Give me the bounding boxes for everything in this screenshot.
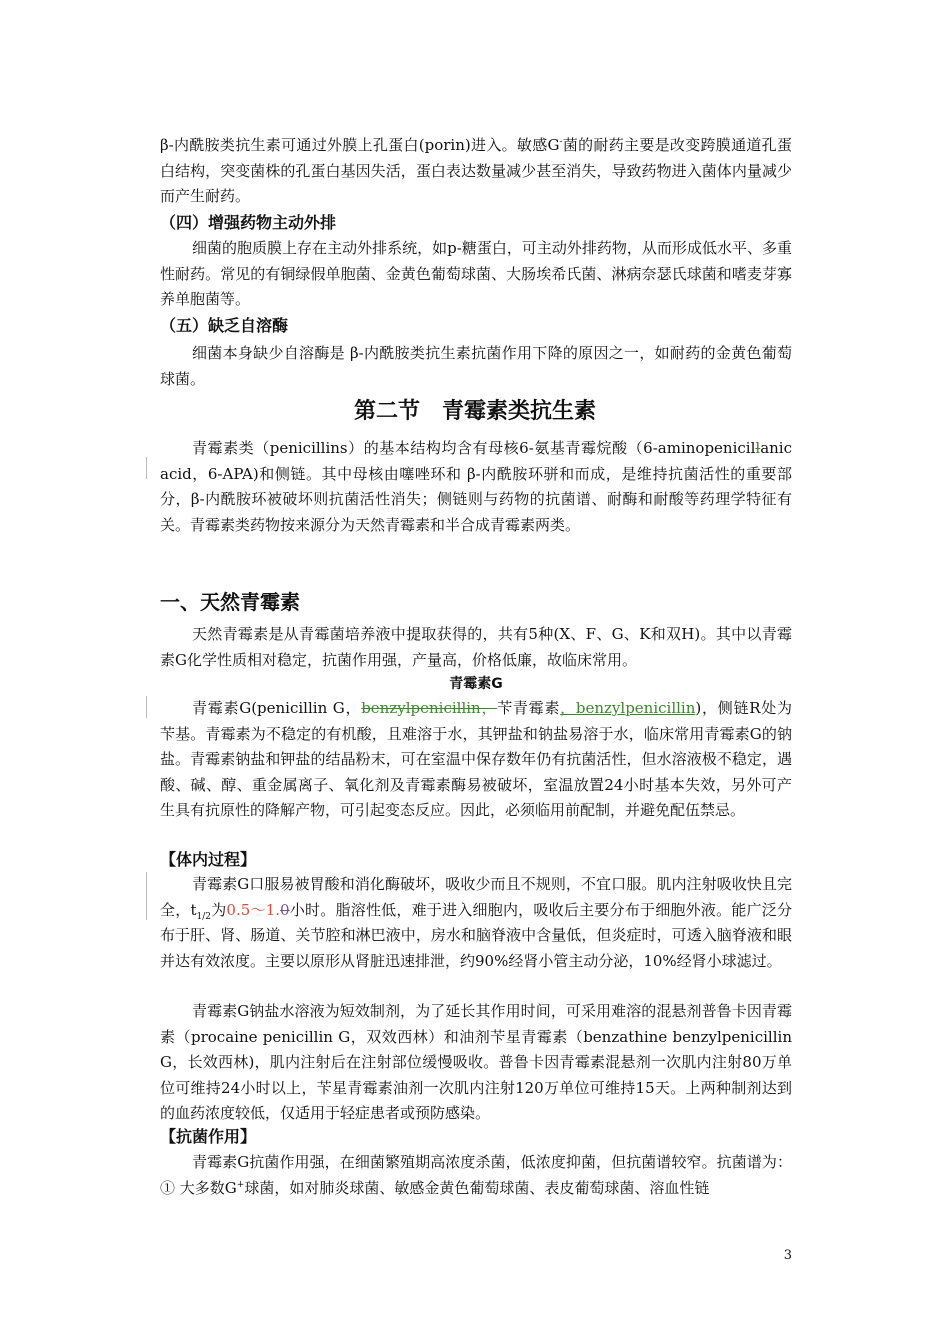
revision-mark	[146, 696, 147, 718]
heading-penicillin-g: 青霉素G	[449, 676, 503, 692]
text-run: )，侧链R处为苄基。青霉素为不稳定的有机酸，且难溶于水，其钾盐和钠盐易溶于水，临床常用青霉素G的钠盐。青霉素钠盐和钾盐的结晶粉末，可在室温中保存数年仍有抗菌活性，但水溶液极不稳定，遇酸、碱、醇、重金属离子、氧化剂及青霉素酶易被破坏，室温放置24小时基本失效，另外可产生具有抗原性的降解产物，可引起变态反应。因此，必须临用前配制，并避免配伍禁忌。	[160, 699, 792, 820]
page-number: 3	[783, 1248, 792, 1263]
text-run: 青霉素G(penicillin G，	[192, 699, 362, 717]
paragraph-efflux: 细菌的胞质膜上存在主动外排系统，如p-糖蛋白，可主动外排药物，从而形成低水平、多重性耐药。常见的有铜绿假单胞菌、金黄色葡萄球菌、大肠埃希氏菌、淋病奈瑟氏球菌和嗜麦芽寡养单胞菌等。	[160, 239, 792, 309]
subscript: 1/2	[196, 911, 211, 922]
text-run: 青霉素G口服易被胃酸和消化酶破坏，吸收少而且不规则，不宜口服。肌内注射吸收快且完全，t	[160, 875, 792, 919]
paragraph-penicillin-g	[160, 696, 792, 824]
heading-in-vivo: 【体内过程】	[160, 850, 257, 869]
revision-mark	[146, 457, 147, 479]
text-run: 小时。脂溶性低，难于进入细胞内，吸收后主要分布于细胞外液。能广泛分布于肝、肾、肠道、关节腔和淋巴液中，房水和脑脊液中含量低，但炎症时，可透入脑脊液和眼并达有效浓度。主要以原形从肾脏迅速排泄，约90%经肾小管主动分泌，10%经肾小球滤过。	[160, 900, 792, 970]
text-run: β-内酰胺类抗生素可通过外膜上孔蛋白(porin)进入。敏感G	[160, 136, 560, 154]
inserted-text: ，benzylpenicillin	[560, 699, 696, 717]
text-run: anic acid，6-APA)和侧链。其中母核由噻唑环和 β-内酰胺环骈和而成，是维持抗菌活性的重要部分，β-内酰胺环被破坏则抗菌活性消失；侧链则与药物的抗菌谱、耐酶和耐酸等药理学特征有关。青霉素类药物按来源分为天然青霉素和半合成青霉素两类。	[160, 439, 792, 534]
paragraph-penicillins-intro	[160, 436, 792, 538]
section-title: 第二节 青霉素类抗生素	[353, 399, 596, 424]
paragraph-porin	[160, 133, 792, 210]
paragraph-autolysin: 细菌本身缺少自溶酶是 β-内酰胺类抗生素抗菌作用下降的原因之一，如耐药的金黄色葡萄球菌。	[160, 344, 792, 388]
deleted-text: benzylpenicillin，	[361, 699, 498, 717]
text-run: 苄青霉素	[497, 699, 561, 717]
paragraph-natural-penicillin: 天然青霉素是从青霉菌培养液中提取获得的，共有5种(X、F、G、K和双H)。其中以青霉素G化学性质相对稳定，抗菌作用强，产量高，价格低廉，故临床常用。	[160, 625, 792, 669]
superscript: +	[236, 1179, 245, 1190]
deleted-text: 0	[280, 900, 290, 919]
paragraph-antibacterial	[160, 1150, 792, 1201]
text-run: 青霉素类（penicillins）的基本结构均含有母核6-氨基青霉烷酸（6-aminopenicil	[192, 439, 756, 457]
heading-efflux: （四）增强药物主动外排	[160, 213, 337, 232]
heading-natural-penicillin: 一、天然青霉素	[160, 590, 300, 614]
heading-antibacterial: 【抗菌作用】	[160, 1127, 257, 1146]
revision-mark	[146, 872, 147, 920]
text-run: 青霉素G抗菌作用强，在细菌繁殖期高浓度杀菌，低浓度抑菌，但抗菌谱较窄。抗菌谱为：① 大多数G	[160, 1153, 792, 1197]
text-run: 菌的耐药主要是改变跨膜通道孔蛋白结构，突变菌株的孔蛋白基因失活，蛋白表达数量减少甚至消失，导致药物进入菌体内量减少而产生耐药。	[160, 136, 792, 206]
text-run: 为	[210, 900, 227, 919]
paragraph-in-vivo	[160, 872, 792, 974]
paragraph-long-acting: 青霉素G钠盐水溶液为短效制剂，为了延长其作用时间，可采用难溶的混悬剂普鲁卡因青霉素（procaine penicillin G，双效西林）和油剂苄星青霉素（benzathine benzylpenicillin G，长效西林)，肌内注射后在注射部位缓慢吸收。普鲁卡因青霉素混悬剂一次肌内注射80万单位可维持24小时以上，苄星青霉素油剂一次肌内注射120万单位可维持15天。上两种制剂达到的血药浓度较低，仅适用于轻症患者或预防感染。	[160, 1002, 792, 1123]
heading-autolysin: （五）缺乏自溶酶	[160, 316, 289, 335]
revised-value: 0.5～1.	[226, 900, 281, 919]
superscript: -	[559, 137, 563, 147]
deleted-text: l	[755, 439, 761, 457]
text-run: 球菌，如对肺炎球菌、敏感金黄色葡萄球菌、表皮葡萄球菌、溶血性链	[244, 1178, 710, 1197]
